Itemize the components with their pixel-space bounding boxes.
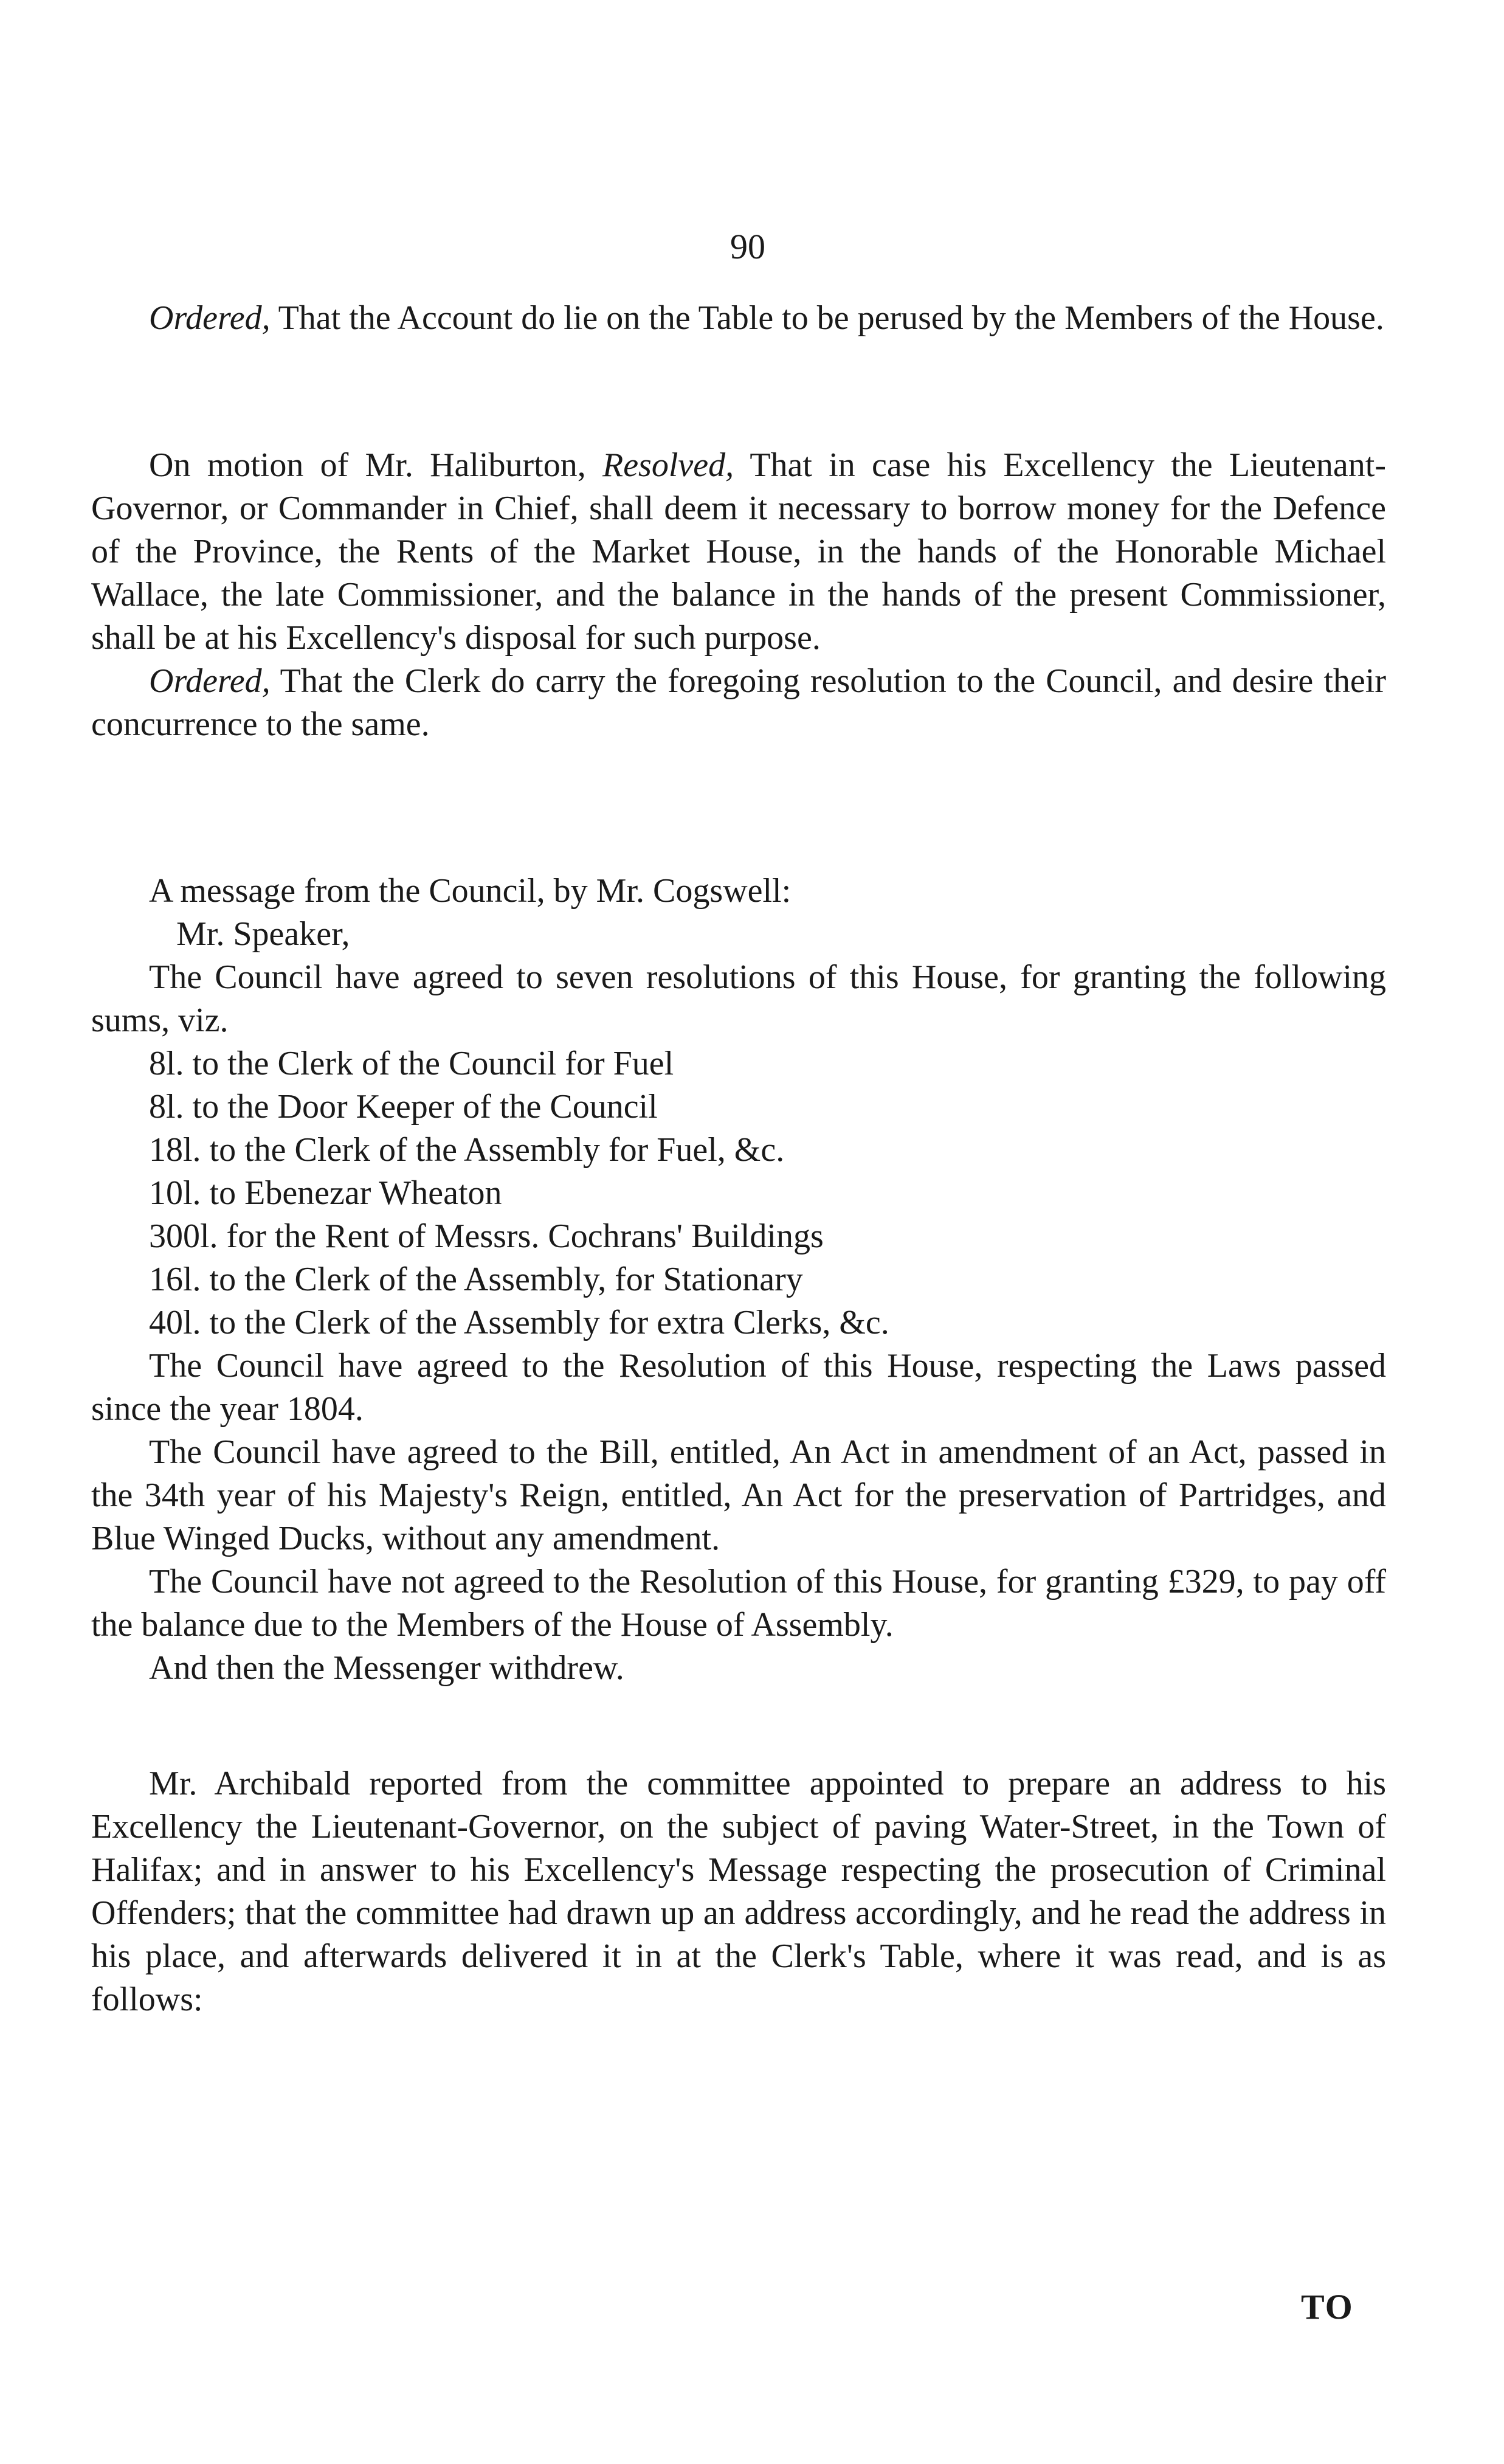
page-number: 90 [730,227,765,266]
sum-item: 18l. to the Clerk of the Assembly for Fuel, &c. [149,1131,785,1169]
council-message-section [91,870,1386,1690]
messenger-withdrew-paragraph: And then the Messenger withdrew. [149,1649,624,1687]
ordered-clerk-paragraph [91,660,1386,746]
resolved-label: Resolved, [585,446,734,484]
ordered-account-text: That the Account do lie on the Table to be perused by the Members of the House. [270,299,1384,337]
sum-item: 8l. to the Door Keeper of the Council [149,1088,658,1126]
ordered-clerk-text: That the Clerk do carry the foregoing resolution to the Council, and desire their concurrence to the same. [91,662,1386,743]
archibald-report-section [91,1762,1386,2021]
partridges-bill-paragraph: The Council have agreed to the Bill, entitled, An Act in amendment of an Act, passed in the 34th year of his Majesty's Reign, entitled, An Act for the preservation of Partridges, and Blue Winged Ducks, without any amendment. [91,1433,1386,1557]
not-agreed-paragraph: The Council have not agreed to the Resolution of this House, for granting £329, to pay off the balance due to the Members of the House of Assembly. [91,1563,1386,1644]
salutation: Mr. Speaker, [176,915,350,953]
sum-item: 8l. to the Clerk of the Council for Fuel [149,1045,674,1082]
message-intro: A message from the Council, by Mr. Cogswell: [149,872,792,910]
archibald-report-paragraph: Mr. Archibald reported from the committee appointed to prepare an address to his Excellency the Lieutenant-Governor, on the subject of paving Water-Street, in the Town of Halifax; and in answer to his Excellency's Message respecting the prosecution of Criminal Offenders; that the committee had drawn up an address accordingly, and he read the address in his place, and afterwards delivered it in at the Clerk's Table, where it was read, and is as follows: [91,1765,1386,2018]
motion-intro: On motion of Mr. Haliburton, [149,446,586,484]
ordered-account-paragraph [91,297,1386,340]
motion-text: That in case his Excellency the Lieutenant-Governor, or Commander in Chief, shall deem it necessary to borrow money for the Defence of the Province, the Rents of the Market House, in the hands of the Honorable Michael Wallace, the late Commissioner, and the balance in the hands of the present Commissioner, shall be at his Excellency's disposal for such purpose. [91,446,1386,657]
haliburton-motion-section [91,444,1386,746]
sum-item: 40l. to the Clerk of the Assembly for extra Clerks, &c. [149,1304,889,1341]
laws-resolution-paragraph: The Council have agreed to the Resolution of this House, respecting the Laws passed since the year 1804. [91,1347,1386,1428]
sum-item: 300l. for the Rent of Messrs. Cochrans' Buildings [149,1217,824,1255]
ordered-label: Ordered, [149,662,271,700]
ordered-label: Ordered, [149,299,271,337]
haliburton-motion-paragraph [91,444,1386,660]
catchword: TO [1301,2287,1354,2327]
sum-item: 10l. to Ebenezar Wheaton [149,1174,502,1212]
council-resolutions-paragraph: The Council have agreed to seven resolutions of this House, for granting the following sums, viz. [91,958,1386,1039]
sum-item: 16l. to the Clerk of the Assembly, for Stationary [149,1261,803,1298]
